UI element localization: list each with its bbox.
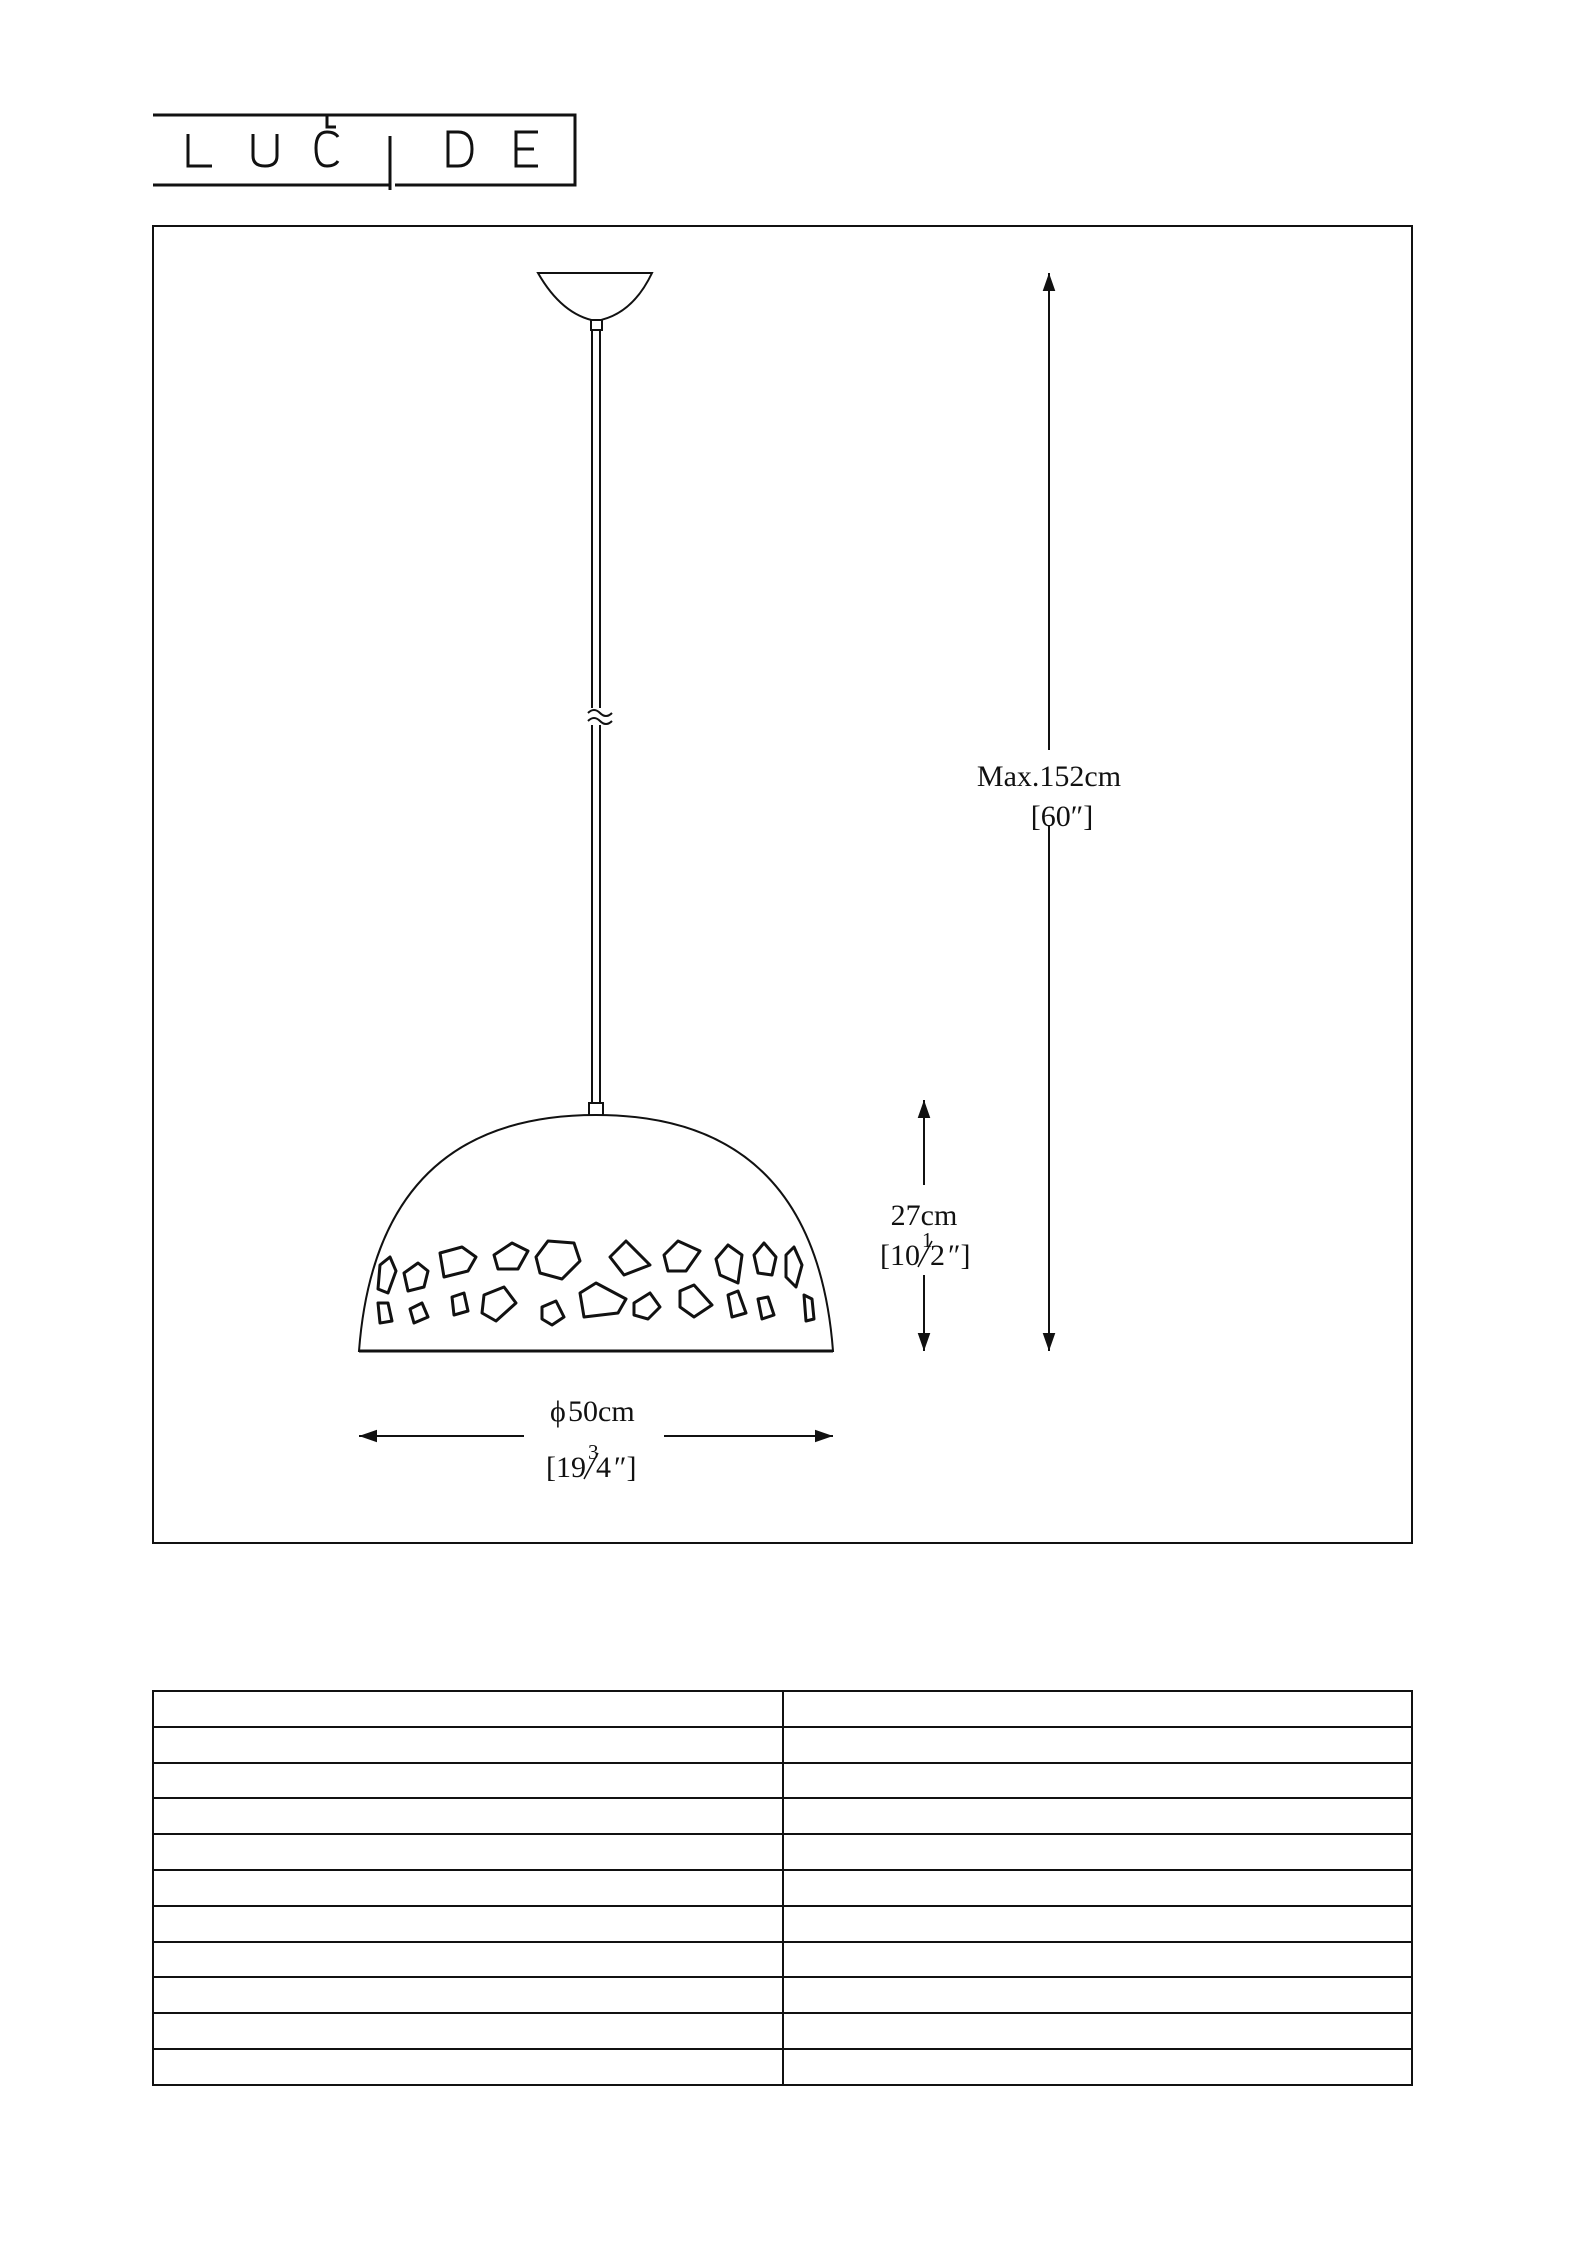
spec-table xyxy=(152,1690,1413,2086)
table-cell-value xyxy=(783,2013,1413,2049)
table-cell-value xyxy=(783,1763,1413,1799)
svg-text:50cm: 50cm xyxy=(568,1395,635,1428)
dome-shade xyxy=(359,1115,833,1351)
suspension-cord xyxy=(588,330,612,1103)
svg-text:″]: ″] xyxy=(948,1239,971,1272)
table-row xyxy=(153,1870,1412,1906)
table-cell-label xyxy=(153,1727,783,1763)
table-cell-label xyxy=(153,1798,783,1834)
table-row xyxy=(153,1727,1412,1763)
shade-height-inch-label xyxy=(880,1228,971,1272)
table-cell-label xyxy=(153,1977,783,2013)
table-cell-value xyxy=(783,1977,1413,2013)
diameter-inch-label xyxy=(546,1440,637,1484)
svg-text:″]: ″] xyxy=(614,1451,637,1484)
svg-text:4: 4 xyxy=(596,1451,611,1484)
svg-text:3: 3 xyxy=(588,1440,599,1464)
table-row xyxy=(153,1763,1412,1799)
table-cell-value xyxy=(783,1798,1413,1834)
table-row xyxy=(153,1977,1412,2013)
dimension-drawing xyxy=(152,225,1413,1544)
table-row xyxy=(153,2049,1412,2085)
ceiling-canopy xyxy=(538,273,652,321)
svg-text:2: 2 xyxy=(930,1239,945,1272)
shade-height-label: 27cm xyxy=(890,1199,958,1232)
table-row xyxy=(153,1798,1412,1834)
svg-text:1: 1 xyxy=(922,1228,933,1252)
table-row xyxy=(153,1942,1412,1978)
table-cell-value xyxy=(783,1942,1413,1978)
table-cell-value xyxy=(783,1834,1413,1870)
table-row xyxy=(153,1691,1412,1727)
diameter-label xyxy=(550,1395,635,1428)
table-cell-label xyxy=(153,1763,783,1799)
table-row xyxy=(153,1906,1412,1942)
overall-height-inch-label: [60″] xyxy=(1030,800,1094,833)
table-row xyxy=(153,1834,1412,1870)
table-cell-value xyxy=(783,1870,1413,1906)
table-row xyxy=(153,2013,1412,2049)
table-cell-label xyxy=(153,2049,783,2085)
table-cell-value xyxy=(783,1691,1413,1727)
lucide-logo xyxy=(150,110,580,190)
table-cell-label xyxy=(153,1906,783,1942)
svg-text:[19: [19 xyxy=(546,1451,586,1484)
overall-height-label: Max.152cm xyxy=(976,760,1122,793)
table-cell-value xyxy=(783,1727,1413,1763)
table-cell-label xyxy=(153,1870,783,1906)
table-cell-label xyxy=(153,1691,783,1727)
table-cell-label xyxy=(153,1942,783,1978)
table-cell-value xyxy=(783,1906,1413,1942)
diameter-symbol: ϕ xyxy=(550,1395,566,1428)
svg-text:[10: [10 xyxy=(880,1239,920,1272)
table-cell-value xyxy=(783,2049,1413,2085)
table-cell-label xyxy=(153,2013,783,2049)
table-cell-label xyxy=(153,1834,783,1870)
